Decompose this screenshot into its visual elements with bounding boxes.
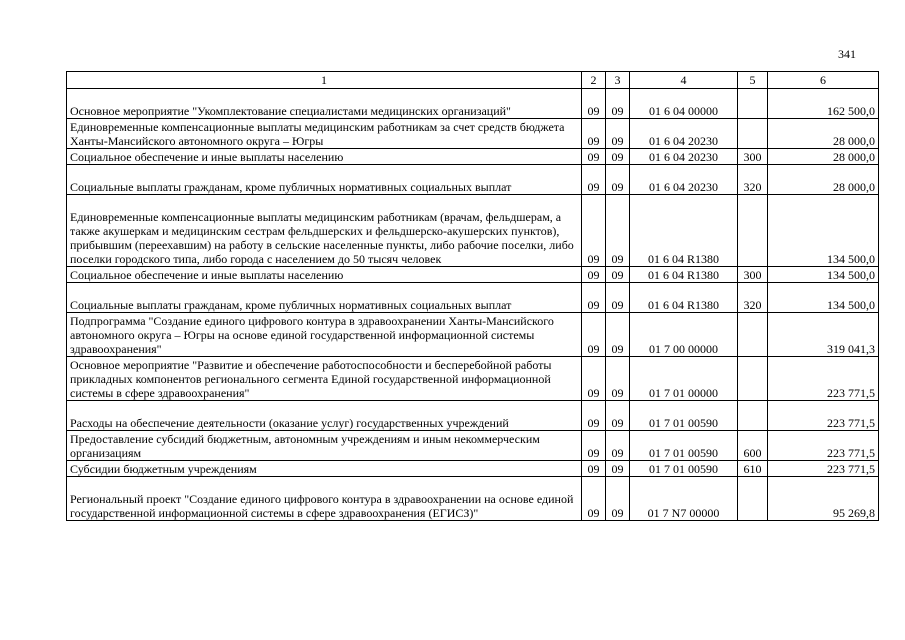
- table-row: [67, 477, 879, 521]
- table-row: [67, 313, 879, 357]
- table-row: [67, 165, 879, 195]
- row-target-code: 01 6 04 R1380: [630, 195, 738, 267]
- row-target-code: 01 6 04 20230: [630, 149, 738, 165]
- row-col3: 09: [606, 267, 630, 283]
- header-col-4: 4: [630, 72, 738, 89]
- row-amount: 28 000,0: [768, 165, 879, 195]
- row-expense-type: [738, 477, 768, 521]
- row-col3: 09: [606, 477, 630, 521]
- row-expense-type: 610: [738, 461, 768, 477]
- row-name: Основное мероприятие "Укомплектование специалистами медицинских организаций": [67, 89, 582, 119]
- header-col-6: 6: [768, 72, 879, 89]
- row-col2: 09: [582, 195, 606, 267]
- header-col-1: 1: [67, 72, 582, 89]
- row-col2: 09: [582, 357, 606, 401]
- row-name: Социальные выплаты гражданам, кроме публичных нормативных социальных выплат: [67, 165, 582, 195]
- row-amount: 28 000,0: [768, 149, 879, 165]
- row-col2: 09: [582, 165, 606, 195]
- table-row: [67, 461, 879, 477]
- row-target-code: 01 6 04 20230: [630, 165, 738, 195]
- row-name: Региональный проект "Создание единого цифрового контура в здравоохранении на основе единой государственной информационной системы в сфере здравоохранения (ЕГИСЗ)": [67, 477, 582, 521]
- row-amount: 223 771,5: [768, 431, 879, 461]
- row-target-code: 01 6 04 00000: [630, 89, 738, 119]
- row-expense-type: 600: [738, 431, 768, 461]
- row-col3: 09: [606, 357, 630, 401]
- row-target-code: 01 7 00 00000: [630, 313, 738, 357]
- row-expense-type: 300: [738, 267, 768, 283]
- table-row: [67, 283, 879, 313]
- row-amount: 95 269,8: [768, 477, 879, 521]
- row-target-code: 01 7 01 00590: [630, 401, 738, 431]
- header-col-3: 3: [606, 72, 630, 89]
- page-number: 341: [838, 47, 856, 61]
- row-col2: 09: [582, 431, 606, 461]
- row-amount: 223 771,5: [768, 357, 879, 401]
- row-col2: 09: [582, 283, 606, 313]
- row-name: Единовременные компенсационные выплаты медицинским работникам (врачам, фельдшерам, а также акушеркам и медицинским сестрам фельдшерских и фельдшерско-акушерских пунктов), прибывшим (переехавшим) на работу в сельские населенные пункты, либо рабочие поселки, либо поселки городского типа, либо города с населением до 50 тысяч человек: [67, 195, 582, 267]
- row-col2: 09: [582, 89, 606, 119]
- row-amount: 134 500,0: [768, 283, 879, 313]
- row-col2: 09: [582, 401, 606, 431]
- table-row: [67, 401, 879, 431]
- row-col2: 09: [582, 477, 606, 521]
- row-expense-type: [738, 357, 768, 401]
- row-col3: 09: [606, 461, 630, 477]
- row-amount: 134 500,0: [768, 195, 879, 267]
- row-name: Субсидии бюджетным учреждениям: [67, 461, 582, 477]
- row-target-code: 01 7 01 00590: [630, 461, 738, 477]
- row-target-code: 01 6 04 20230: [630, 119, 738, 149]
- row-col3: 09: [606, 165, 630, 195]
- table-row: [67, 89, 879, 119]
- row-col2: 09: [582, 119, 606, 149]
- table-row: [67, 119, 879, 149]
- row-target-code: 01 7 01 00590: [630, 431, 738, 461]
- table-row: [67, 431, 879, 461]
- row-col3: 09: [606, 283, 630, 313]
- row-target-code: 01 6 04 R1380: [630, 283, 738, 313]
- row-expense-type: 300: [738, 149, 768, 165]
- row-amount: 223 771,5: [768, 401, 879, 431]
- row-name: Подпрограмма "Создание единого цифрового контура в здравоохранении Ханты-Мансийского автономного округа – Югры на основе единой государственной информационной системы здравоохранения": [67, 313, 582, 357]
- row-col3: 09: [606, 431, 630, 461]
- row-name: Единовременные компенсационные выплаты медицинским работникам за счет средств бюджета Ханты-Мансийского автономного округа – Югры: [67, 119, 582, 149]
- row-expense-type: 320: [738, 283, 768, 313]
- row-col3: 09: [606, 401, 630, 431]
- row-name: Основное мероприятие "Развитие и обеспечение работоспособности и бесперебойной работы прикладных компонентов регионального сегмента Единой государственной информационной системы в сфере здравоохранения": [67, 357, 582, 401]
- header-col-5: 5: [738, 72, 768, 89]
- row-col2: 09: [582, 267, 606, 283]
- row-amount: 134 500,0: [768, 267, 879, 283]
- row-expense-type: [738, 119, 768, 149]
- row-name: Социальное обеспечение и иные выплаты населению: [67, 267, 582, 283]
- row-expense-type: [738, 401, 768, 431]
- row-name: Расходы на обеспечение деятельности (оказание услуг) государственных учреждений: [67, 401, 582, 431]
- row-col3: 09: [606, 89, 630, 119]
- table-header-row: [67, 72, 879, 89]
- row-target-code: 01 7 N7 00000: [630, 477, 738, 521]
- row-expense-type: [738, 195, 768, 267]
- row-expense-type: 320: [738, 165, 768, 195]
- row-amount: 162 500,0: [768, 89, 879, 119]
- row-expense-type: [738, 89, 768, 119]
- table-row: [67, 267, 879, 283]
- row-name: Социальное обеспечение и иные выплаты населению: [67, 149, 582, 165]
- row-col2: 09: [582, 461, 606, 477]
- row-expense-type: [738, 313, 768, 357]
- row-amount: 28 000,0: [768, 119, 879, 149]
- row-col3: 09: [606, 119, 630, 149]
- row-amount: 223 771,5: [768, 461, 879, 477]
- table-row: [67, 357, 879, 401]
- row-col3: 09: [606, 313, 630, 357]
- row-amount: 319 041,3: [768, 313, 879, 357]
- budget-table: [66, 71, 879, 521]
- table-row: [67, 195, 879, 267]
- row-col2: 09: [582, 313, 606, 357]
- table-row: [67, 149, 879, 165]
- header-col-2: 2: [582, 72, 606, 89]
- row-name: Социальные выплаты гражданам, кроме публичных нормативных социальных выплат: [67, 283, 582, 313]
- row-name: Предоставление субсидий бюджетным, автономным учреждениям и иным некоммерческим организациям: [67, 431, 582, 461]
- row-target-code: 01 6 04 R1380: [630, 267, 738, 283]
- row-target-code: 01 7 01 00000: [630, 357, 738, 401]
- row-col2: 09: [582, 149, 606, 165]
- row-col3: 09: [606, 195, 630, 267]
- row-col3: 09: [606, 149, 630, 165]
